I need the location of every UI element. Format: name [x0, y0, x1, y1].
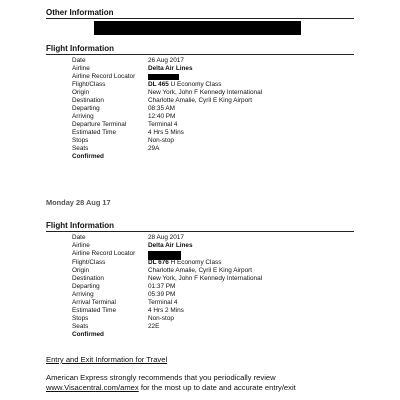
- flight-information-rule-1: [46, 54, 354, 55]
- detail-label: Estimated Time: [72, 129, 117, 136]
- detail-label: Airline: [72, 242, 90, 249]
- detail-value: 01:37 PM: [148, 283, 176, 290]
- detail-label: Stops: [72, 137, 89, 144]
- class-text: U Economy Class: [170, 81, 222, 88]
- detail-value: 4 Hrs 2 Mins: [148, 307, 184, 314]
- flight-information-heading-2: Flight Information: [46, 221, 114, 230]
- detail-value: 05:39 PM: [148, 291, 176, 298]
- flight-information-heading-1: Flight Information: [46, 44, 114, 53]
- redacted-block: [94, 21, 301, 35]
- detail-value: 12:40 PM: [148, 113, 176, 120]
- entry-exit-link[interactable]: Entry and Exit Information for Travel: [46, 355, 168, 364]
- detail-value: 22E: [148, 323, 160, 330]
- redacted-record-locator: [148, 74, 179, 80]
- detail-value: Non-stop: [148, 137, 174, 144]
- class-text: H Economy Class: [170, 259, 222, 266]
- detail-label: Seats: [72, 323, 89, 330]
- detail-value: 26 Aug 2017: [148, 57, 184, 64]
- detail-value: 4 Hrs 5 Mins: [148, 129, 184, 136]
- flight-code: DL 676: [148, 259, 169, 266]
- detail-value: Non-stop: [148, 315, 174, 322]
- detail-label: Destination: [72, 97, 104, 104]
- detail-label: Origin: [72, 89, 90, 96]
- other-information-rule: [46, 18, 354, 19]
- detail-value: Charlotte Amalie, Cyril E King Airport: [148, 267, 253, 274]
- detail-label: Departing: [72, 105, 100, 112]
- detail-value: Terminal 4: [148, 299, 178, 306]
- detail-value: Charlotte Amalie, Cyril E King Airport: [148, 97, 253, 104]
- detail-label: Date: [72, 57, 86, 64]
- detail-label: Arriving: [72, 113, 94, 120]
- detail-label: Origin: [72, 267, 90, 274]
- amex-recommendation-line-2: [46, 383, 296, 393]
- other-information-heading: Other Information: [46, 8, 114, 17]
- visacentral-link[interactable]: www.Visacentral.com/amex: [46, 383, 139, 392]
- detail-label: Estimated Time: [72, 307, 117, 314]
- detail-label: Seats: [72, 145, 89, 152]
- detail-label: Arrival Terminal: [72, 299, 116, 306]
- line-2-text: for the most up to date and accurate entry/exit: [138, 383, 296, 392]
- day-heading: Monday 28 Aug 17: [46, 198, 111, 207]
- flight-information-rule-2: [46, 231, 354, 232]
- detail-value: Terminal 4: [148, 121, 178, 128]
- detail-label: Departure Terminal: [72, 121, 127, 128]
- detail-label: Flight/Class: [72, 259, 106, 266]
- detail-label: Airline Record Locator: [72, 250, 136, 257]
- detail-label: Airline Record Locator: [72, 73, 136, 80]
- airline-value: Delta Air Lines: [148, 242, 193, 249]
- airline-value: Delta Air Lines: [148, 65, 193, 72]
- detail-label: Date: [72, 234, 86, 241]
- detail-label: Stops: [72, 315, 89, 322]
- confirmed-label: Confirmed: [72, 331, 104, 338]
- amex-recommendation-line: American Express strongly recommends that you periodically review: [46, 373, 276, 382]
- detail-value: New York, John F Kennedy International: [148, 275, 263, 282]
- detail-value: 08:35 AM: [148, 105, 176, 112]
- detail-label: Airline: [72, 65, 90, 72]
- detail-label: Destination: [72, 275, 104, 282]
- detail-value: 29A: [148, 145, 160, 152]
- flight-code: DL 465: [148, 81, 169, 88]
- detail-label: Departing: [72, 283, 100, 290]
- flight-class-value: [148, 259, 221, 267]
- flight-class-value: [148, 81, 221, 89]
- detail-label: Arriving: [72, 291, 94, 298]
- confirmed-label: Confirmed: [72, 153, 104, 160]
- detail-value: New York, John F Kennedy International: [148, 89, 263, 96]
- detail-value: 28 Aug 2017: [148, 234, 184, 241]
- detail-label: Flight/Class: [72, 81, 106, 88]
